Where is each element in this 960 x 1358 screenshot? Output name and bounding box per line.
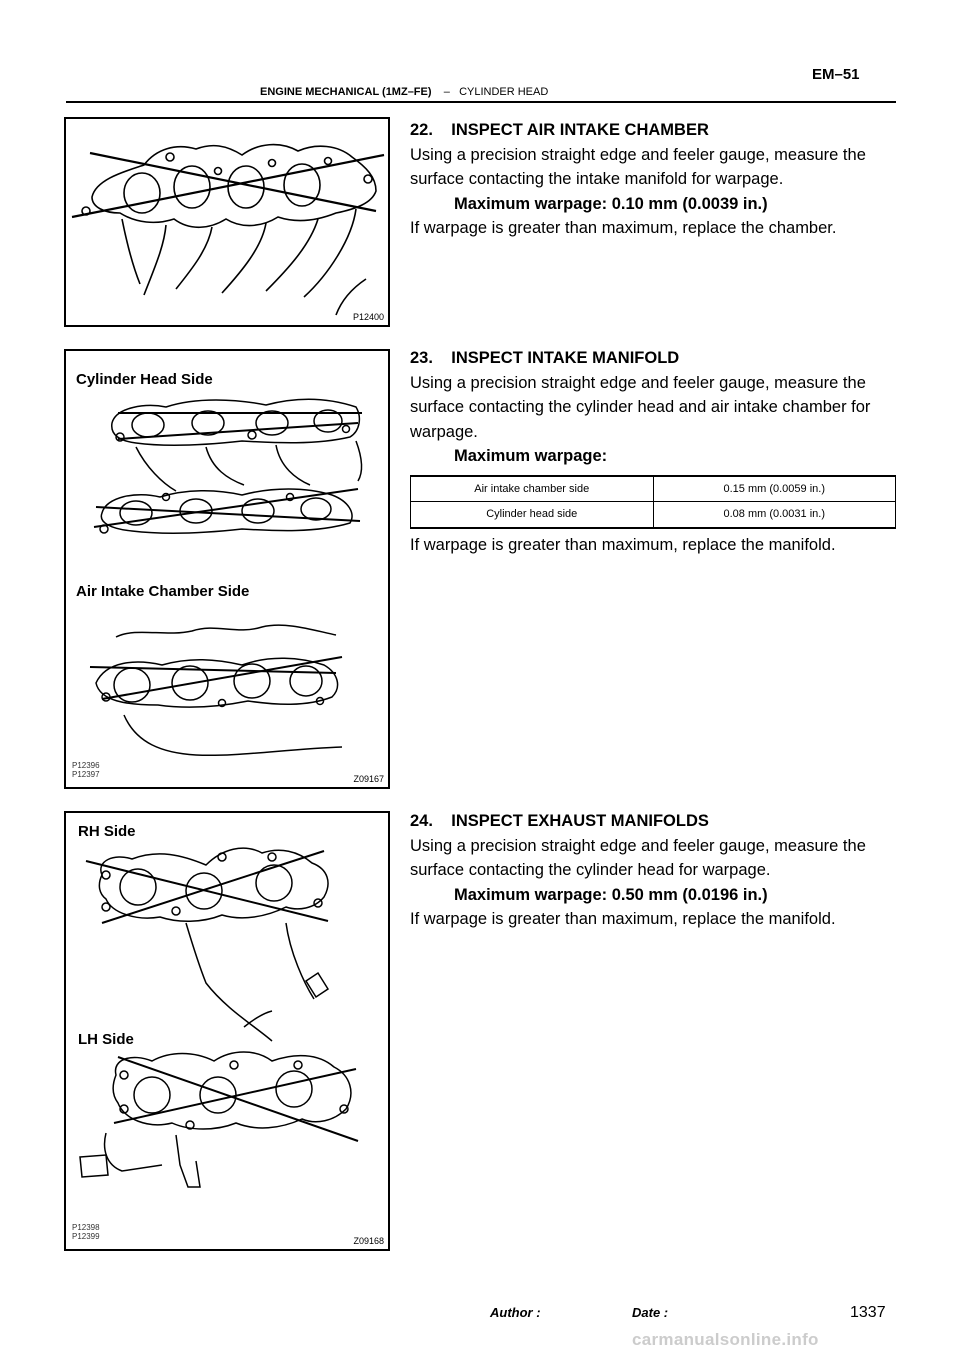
footer-author-label: Author : xyxy=(490,1305,541,1320)
step-note: If warpage is greater than maximum, replace the manifold. xyxy=(410,535,836,554)
step-24 xyxy=(410,809,896,932)
table-cell: Cylinder head side xyxy=(411,502,654,528)
table-row xyxy=(411,476,896,502)
figure-sub-code: P12397 xyxy=(72,770,100,779)
figure-air-intake-chamber xyxy=(64,117,390,327)
table-cell: Air intake chamber side xyxy=(411,476,654,502)
label-lh-side: LH Side xyxy=(78,1031,134,1048)
intake-manifold-illustration xyxy=(66,351,388,787)
warpage-table xyxy=(410,475,896,529)
step-heading: 24. INSPECT EXHAUST MANIFOLDS xyxy=(410,812,709,830)
page-code: EM–51 xyxy=(812,66,860,83)
step-spec: Maximum warpage: 0.10 mm (0.0039 in.) xyxy=(454,194,768,213)
footer-date-label: Date : xyxy=(632,1305,669,1320)
header-separator: – xyxy=(443,86,450,98)
step-note: If warpage is greater than maximum, replace the manifold. xyxy=(410,910,836,928)
figure-sub-codes xyxy=(72,1223,100,1241)
footer-page-number: 1337 xyxy=(850,1304,886,1321)
step-body-line: Using a precision straight edge and feeler gauge, measure the xyxy=(410,373,866,392)
table-row xyxy=(411,502,896,528)
figure-sub-code: P12396 xyxy=(72,761,100,770)
watermark: carmanualsonline.info xyxy=(632,1330,819,1349)
step-body-line: Using a precision straight edge and feeler gauge, measure the xyxy=(410,145,866,164)
step-note: If warpage is greater than maximum, replace the chamber. xyxy=(410,219,837,237)
step-body-line: warpage. xyxy=(410,422,478,441)
figure-code: Z09167 xyxy=(353,774,384,784)
figure-sub-code: P12399 xyxy=(72,1232,100,1241)
step-heading: 23. INSPECT INTAKE MANIFOLD xyxy=(410,349,680,367)
header-section: ENGINE MECHANICAL (1MZ–FE) xyxy=(260,86,432,98)
table-cell: 0.08 mm (0.0031 in.) xyxy=(653,502,896,528)
figure-code: Z09168 xyxy=(353,1236,384,1246)
label-air-intake-chamber-side: Air Intake Chamber Side xyxy=(76,583,250,600)
running-header xyxy=(260,86,548,98)
step-body-line: surface contacting the intake manifold for warpage. xyxy=(410,170,784,188)
figure-sub-codes xyxy=(72,761,100,779)
step-body-line: Using a precision straight edge and feeler gauge, measure the xyxy=(410,836,866,855)
step-body-line: surface contacting the cylinder head and air intake chamber for xyxy=(410,398,871,416)
figure-code: P12400 xyxy=(352,312,384,322)
header-rule xyxy=(66,101,896,103)
step-heading: 22. INSPECT AIR INTAKE CHAMBER xyxy=(410,121,709,139)
step-23 xyxy=(410,346,896,557)
exhaust-manifolds-illustration xyxy=(66,813,388,1249)
step-spec: Maximum warpage: xyxy=(454,447,608,465)
air-intake-chamber-illustration xyxy=(66,119,388,325)
figure-sub-code: P12398 xyxy=(72,1223,100,1232)
step-spec: Maximum warpage: 0.50 mm (0.0196 in.) xyxy=(454,885,768,904)
label-rh-side: RH Side xyxy=(78,823,136,840)
figure-exhaust-manifolds xyxy=(64,811,390,1251)
header-subsection: CYLINDER HEAD xyxy=(459,86,549,98)
step-22 xyxy=(410,118,896,241)
step-body-line: surface contacting the cylinder head for warpage. xyxy=(410,861,771,879)
figure-intake-manifold xyxy=(64,349,390,789)
table-cell: 0.15 mm (0.0059 in.) xyxy=(653,476,896,502)
label-cylinder-head-side: Cylinder Head Side xyxy=(76,371,213,388)
